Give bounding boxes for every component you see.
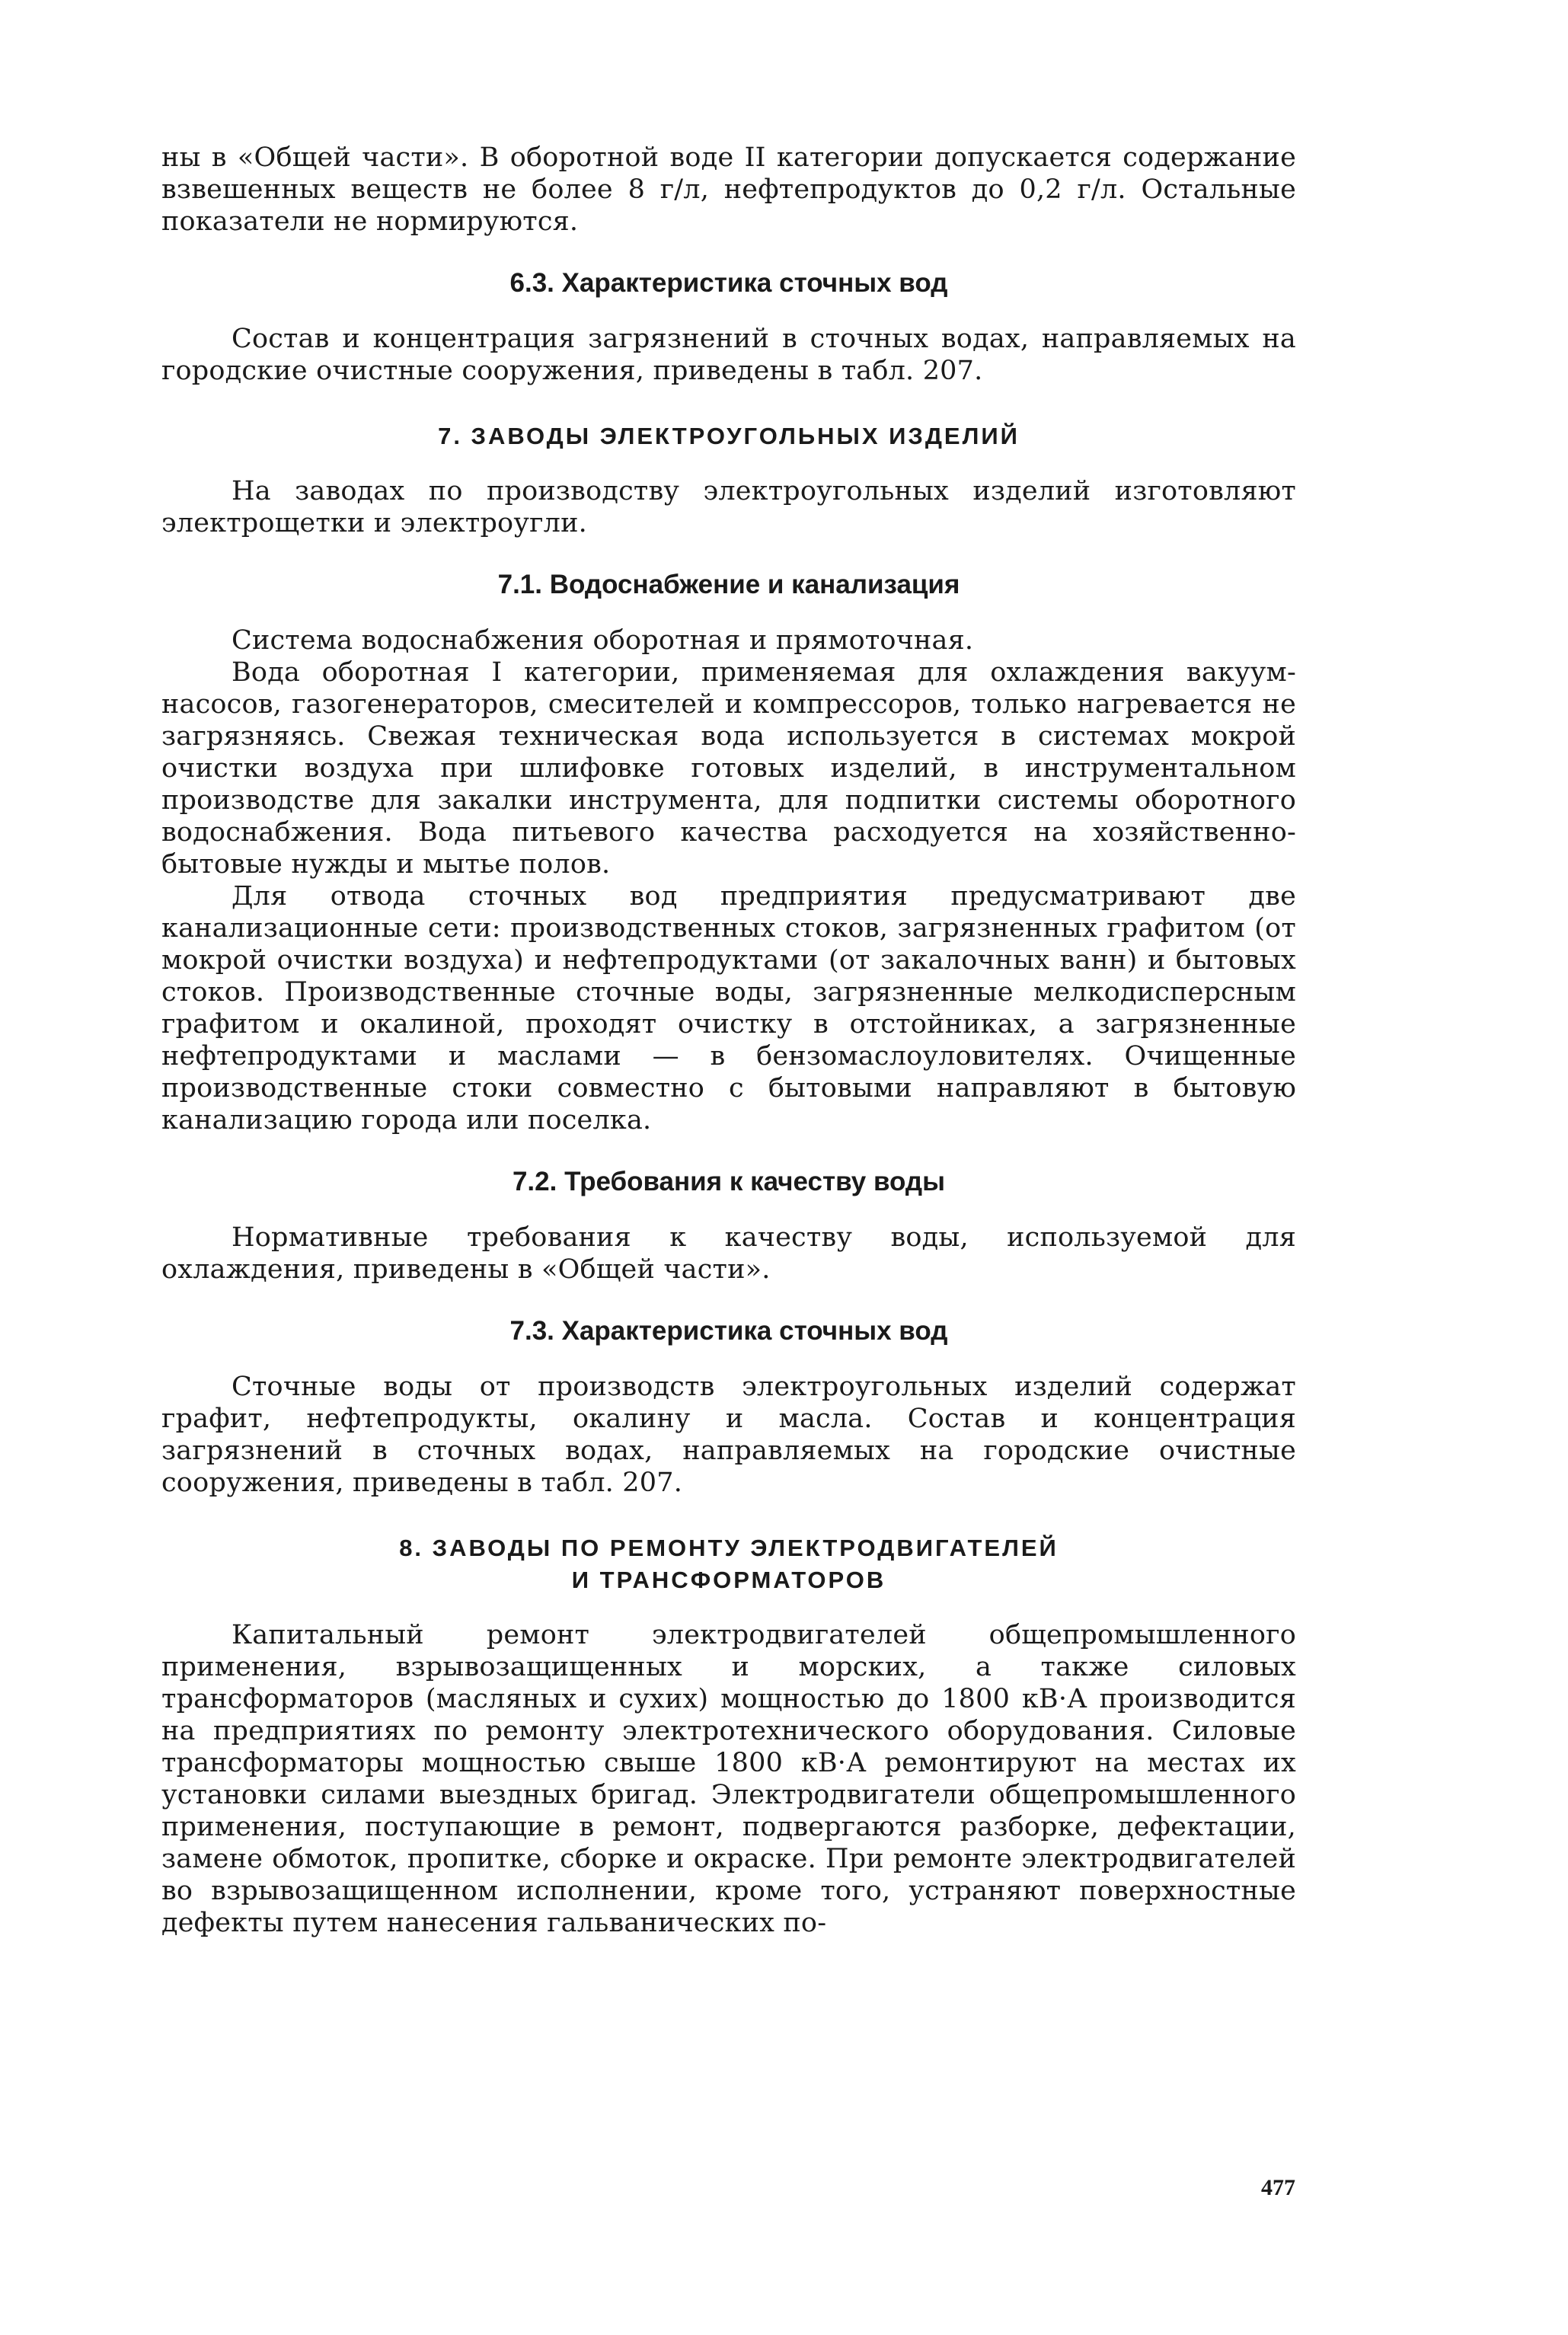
chapter-heading-8 [161, 1532, 1296, 1596]
chapter-heading-8-line1: 8. ЗАВОДЫ ПО РЕМОНТУ ЭЛЕКТРОДВИГАТЕЛЕЙ [399, 1535, 1059, 1561]
paragraph: Вода оборотная I категории, применяемая для охлаждения вакуум-насосов, газогенераторов, смесителей и компрессоров, только нагревается не загрязняясь. Свежая техническая вода используется в системах мокрой очистки воздуха при шлифовке готовых изделий, в инструментальном производстве для закалки инструмента, для подпитки системы оборотного водоснабжения. Вода питьевого качества расходуется на хозяйственно-бытовые нужды и мытье полов. [161, 657, 1296, 880]
paragraph-continuation: ны в «Общей части». В оборотной воде II категории допускается содержание взвешенных веществ не более 8 г/л, нефтепродуктов до 0,2 г/л. Остальные показатели не нормируются. [161, 142, 1296, 237]
section-heading-7-2: 7.2. Требования к качеству воды [512, 1167, 946, 1196]
paragraph: Сточные воды от производств электроугольных изделий содержат графит, нефтепродукты, окалину и масла. Состав и концентрация загрязнений в сточных водах, направляемых на городские очистные сооружения, приведены в табл. 207. [161, 1372, 1296, 1498]
paragraph: На заводах по производству электроугольных изделий изготовляют электрощетки и электроугли. [161, 476, 1296, 538]
chapter-heading-7: 7. ЗАВОДЫ ЭЛЕКТРОУГОЛЬНЫХ ИЗДЕЛИЙ [438, 423, 1020, 449]
page-number: 477 [1261, 2175, 1295, 2200]
paragraph: Состав и концентрация загрязнений в сточных водах, направляемых на городские очистные сооружения, приведены в табл. 207. [161, 324, 1296, 386]
chapter-heading-8-line2: И ТРАНСФОРМАТОРОВ [571, 1567, 886, 1593]
paragraph: Система водоснабжения оборотная и прямоточная. [232, 625, 974, 656]
section-heading-7-3: 7.3. Характеристика сточных вод [509, 1316, 948, 1346]
paragraph: Для отвода сточных вод предприятия предусматривают две канализационные сети: производственных стоков, загрязненных графитом (от мокрой очистки воздуха) и нефтепродуктами (от закалочных ванн) и бытовых стоков. Производственные сточные воды, загрязненные мелкодисперсным графитом и окалиной, проходят очистку в отстойниках, а загрязненные нефтепродуктами и маслами — в бензомаслоуловителях. Очищенные производственные стоки совместно с бытовыми направляют в бытовую канализацию города или поселка. [161, 881, 1296, 1136]
paragraph: Нормативные требования к качеству воды, используемой для охлаждения, приведены в «Общей части». [161, 1222, 1296, 1285]
section-heading-6-3: 6.3. Характеристика сточных вод [509, 268, 948, 298]
paragraph: Капитальный ремонт электродвигателей общепромышленного применения, взрывозащищенных и морских, а также силовых трансформаторов (масляных и сухих) мощностью до 1800 кВ·А производится на предприятиях по ремонту электротехнического оборудования. Силовые трансформаторы мощностью свыше 1800 кВ·А ремонтируют на местах их установки силами выездных бригад. Электродвигатели общепромышленного применения, поступающие в ремонт, подвергаются разборке, дефектации, замене обмоток, пропитке, сборке и окраске. При ремонте электродвигателей во взрывозащищенном исполнении, кроме того, устраняют поверхностные дефекты путем нанесения гальванических по- [161, 1620, 1296, 1938]
page-body [161, 142, 1296, 1939]
section-heading-7-1: 7.1. Водоснабжение и канализация [497, 570, 960, 599]
